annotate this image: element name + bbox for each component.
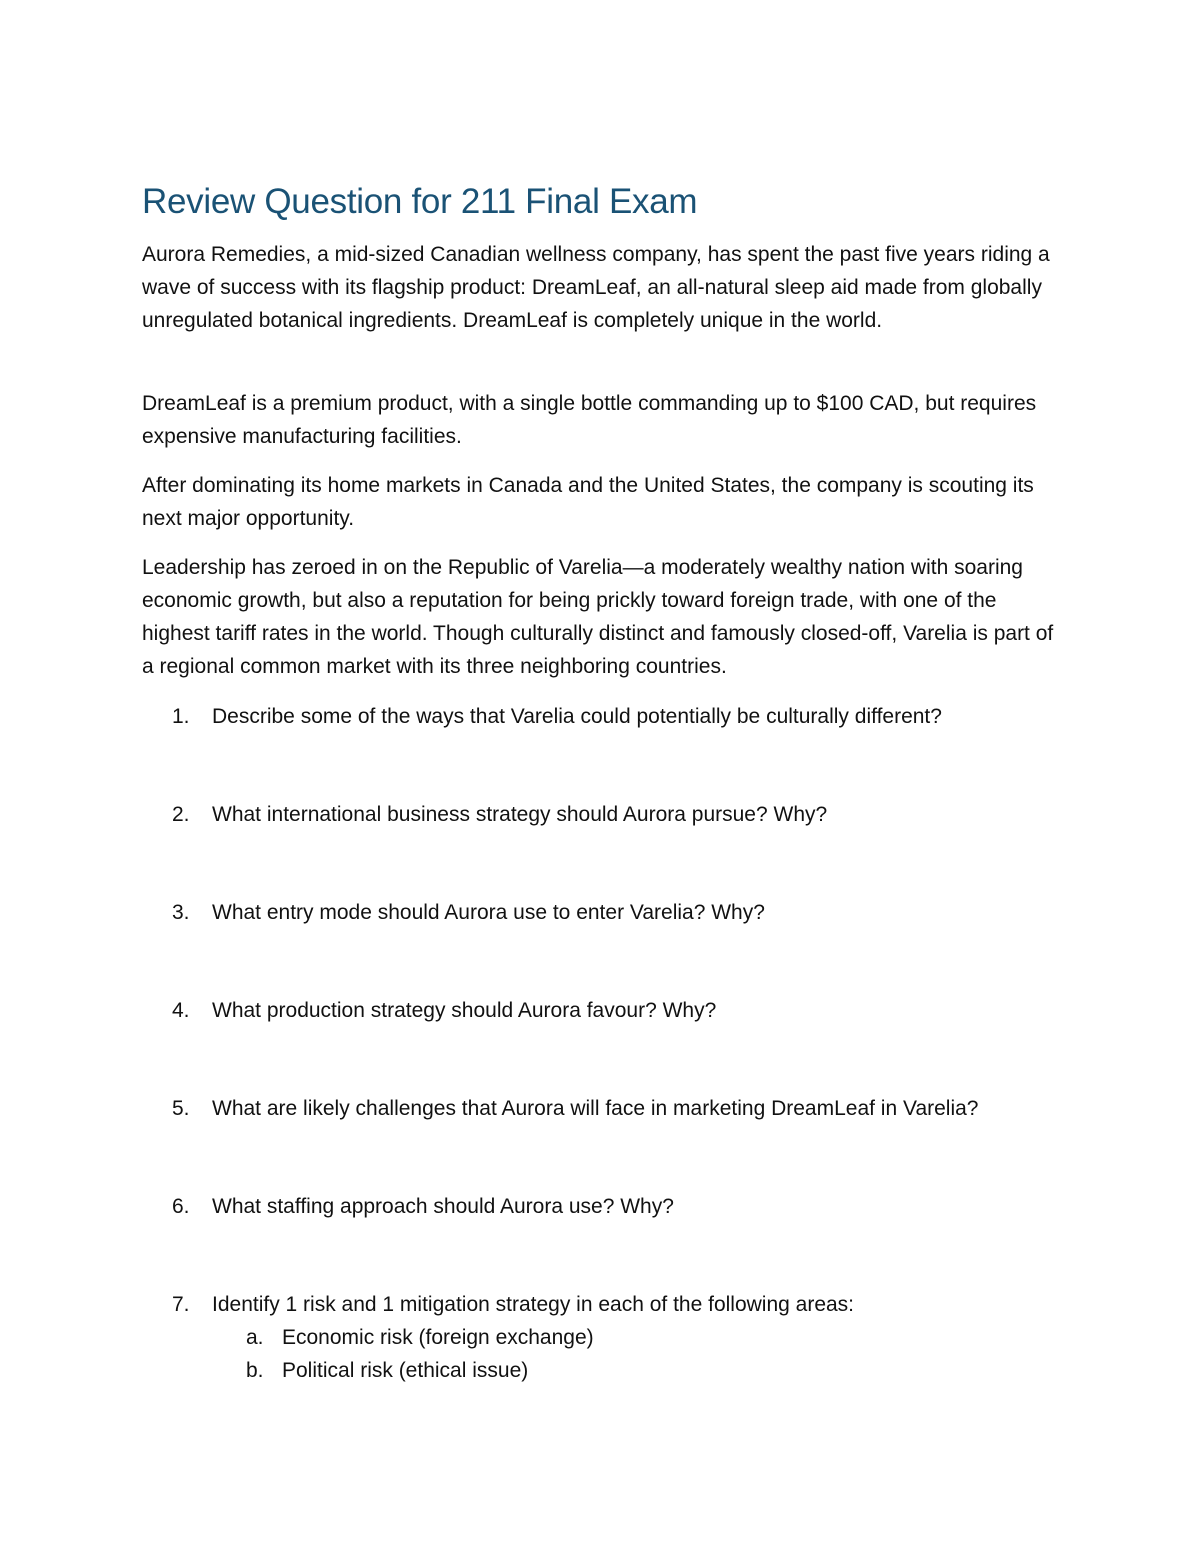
question-number: 2.: [172, 803, 190, 826]
sub-item-letter: b.: [246, 1359, 264, 1382]
question-text: Describe some of the ways that Varelia could potentially be culturally different?: [212, 705, 942, 728]
paragraph-markets: After dominating its home markets in Canada and the United States, the company is scouting its next major opportunity.: [142, 474, 1034, 530]
paragraph-product: DreamLeaf is a premium product, with a single bottle commanding up to $100 CAD, but requires expensive manufacturing facilities.: [142, 392, 1037, 448]
sub-item-text: Economic risk (foreign exchange): [282, 1326, 594, 1349]
question-text: What entry mode should Aurora use to enter Varelia? Why?: [212, 901, 765, 924]
question-number: 3.: [172, 901, 190, 924]
sub-item-text: Political risk (ethical issue): [282, 1359, 529, 1382]
document-title: Review Question for 211 Final Exam: [142, 182, 698, 221]
question-text: What are likely challenges that Aurora will face in marketing DreamLeaf in Varelia?: [212, 1097, 979, 1120]
sub-item-letter: a.: [246, 1326, 264, 1349]
question-text: Identify 1 risk and 1 mitigation strategy in each of the following areas:: [212, 1293, 855, 1316]
question-text: What production strategy should Aurora favour? Why?: [212, 999, 717, 1022]
question-number: 1.: [172, 705, 190, 728]
paragraph-varelia: Leadership has zeroed in on the Republic of Varelia—a moderately wealthy nation with soaring economic growth, but also a reputation for being prickly toward foreign trade, with one of the highest tariff rates in the world. Though culturally distinct and famously closed-off, Varelia is part of a regional common market with its three neighboring countries.: [142, 556, 1054, 678]
question-text: What international business strategy should Aurora pursue? Why?: [212, 803, 828, 826]
paragraph-intro: Aurora Remedies, a mid-sized Canadian wellness company, has spent the past five years riding a wave of success with its flagship product: DreamLeaf, an all-natural sleep aid made from globally unregulated botanical ingredients. DreamLeaf is completely unique in the world.: [142, 243, 1050, 332]
question-number: 6.: [172, 1195, 190, 1218]
question-text: What staffing approach should Aurora use? Why?: [212, 1195, 674, 1218]
question-number: 7.: [172, 1293, 190, 1316]
question-number: 5.: [172, 1097, 190, 1120]
question-number: 4.: [172, 999, 190, 1022]
